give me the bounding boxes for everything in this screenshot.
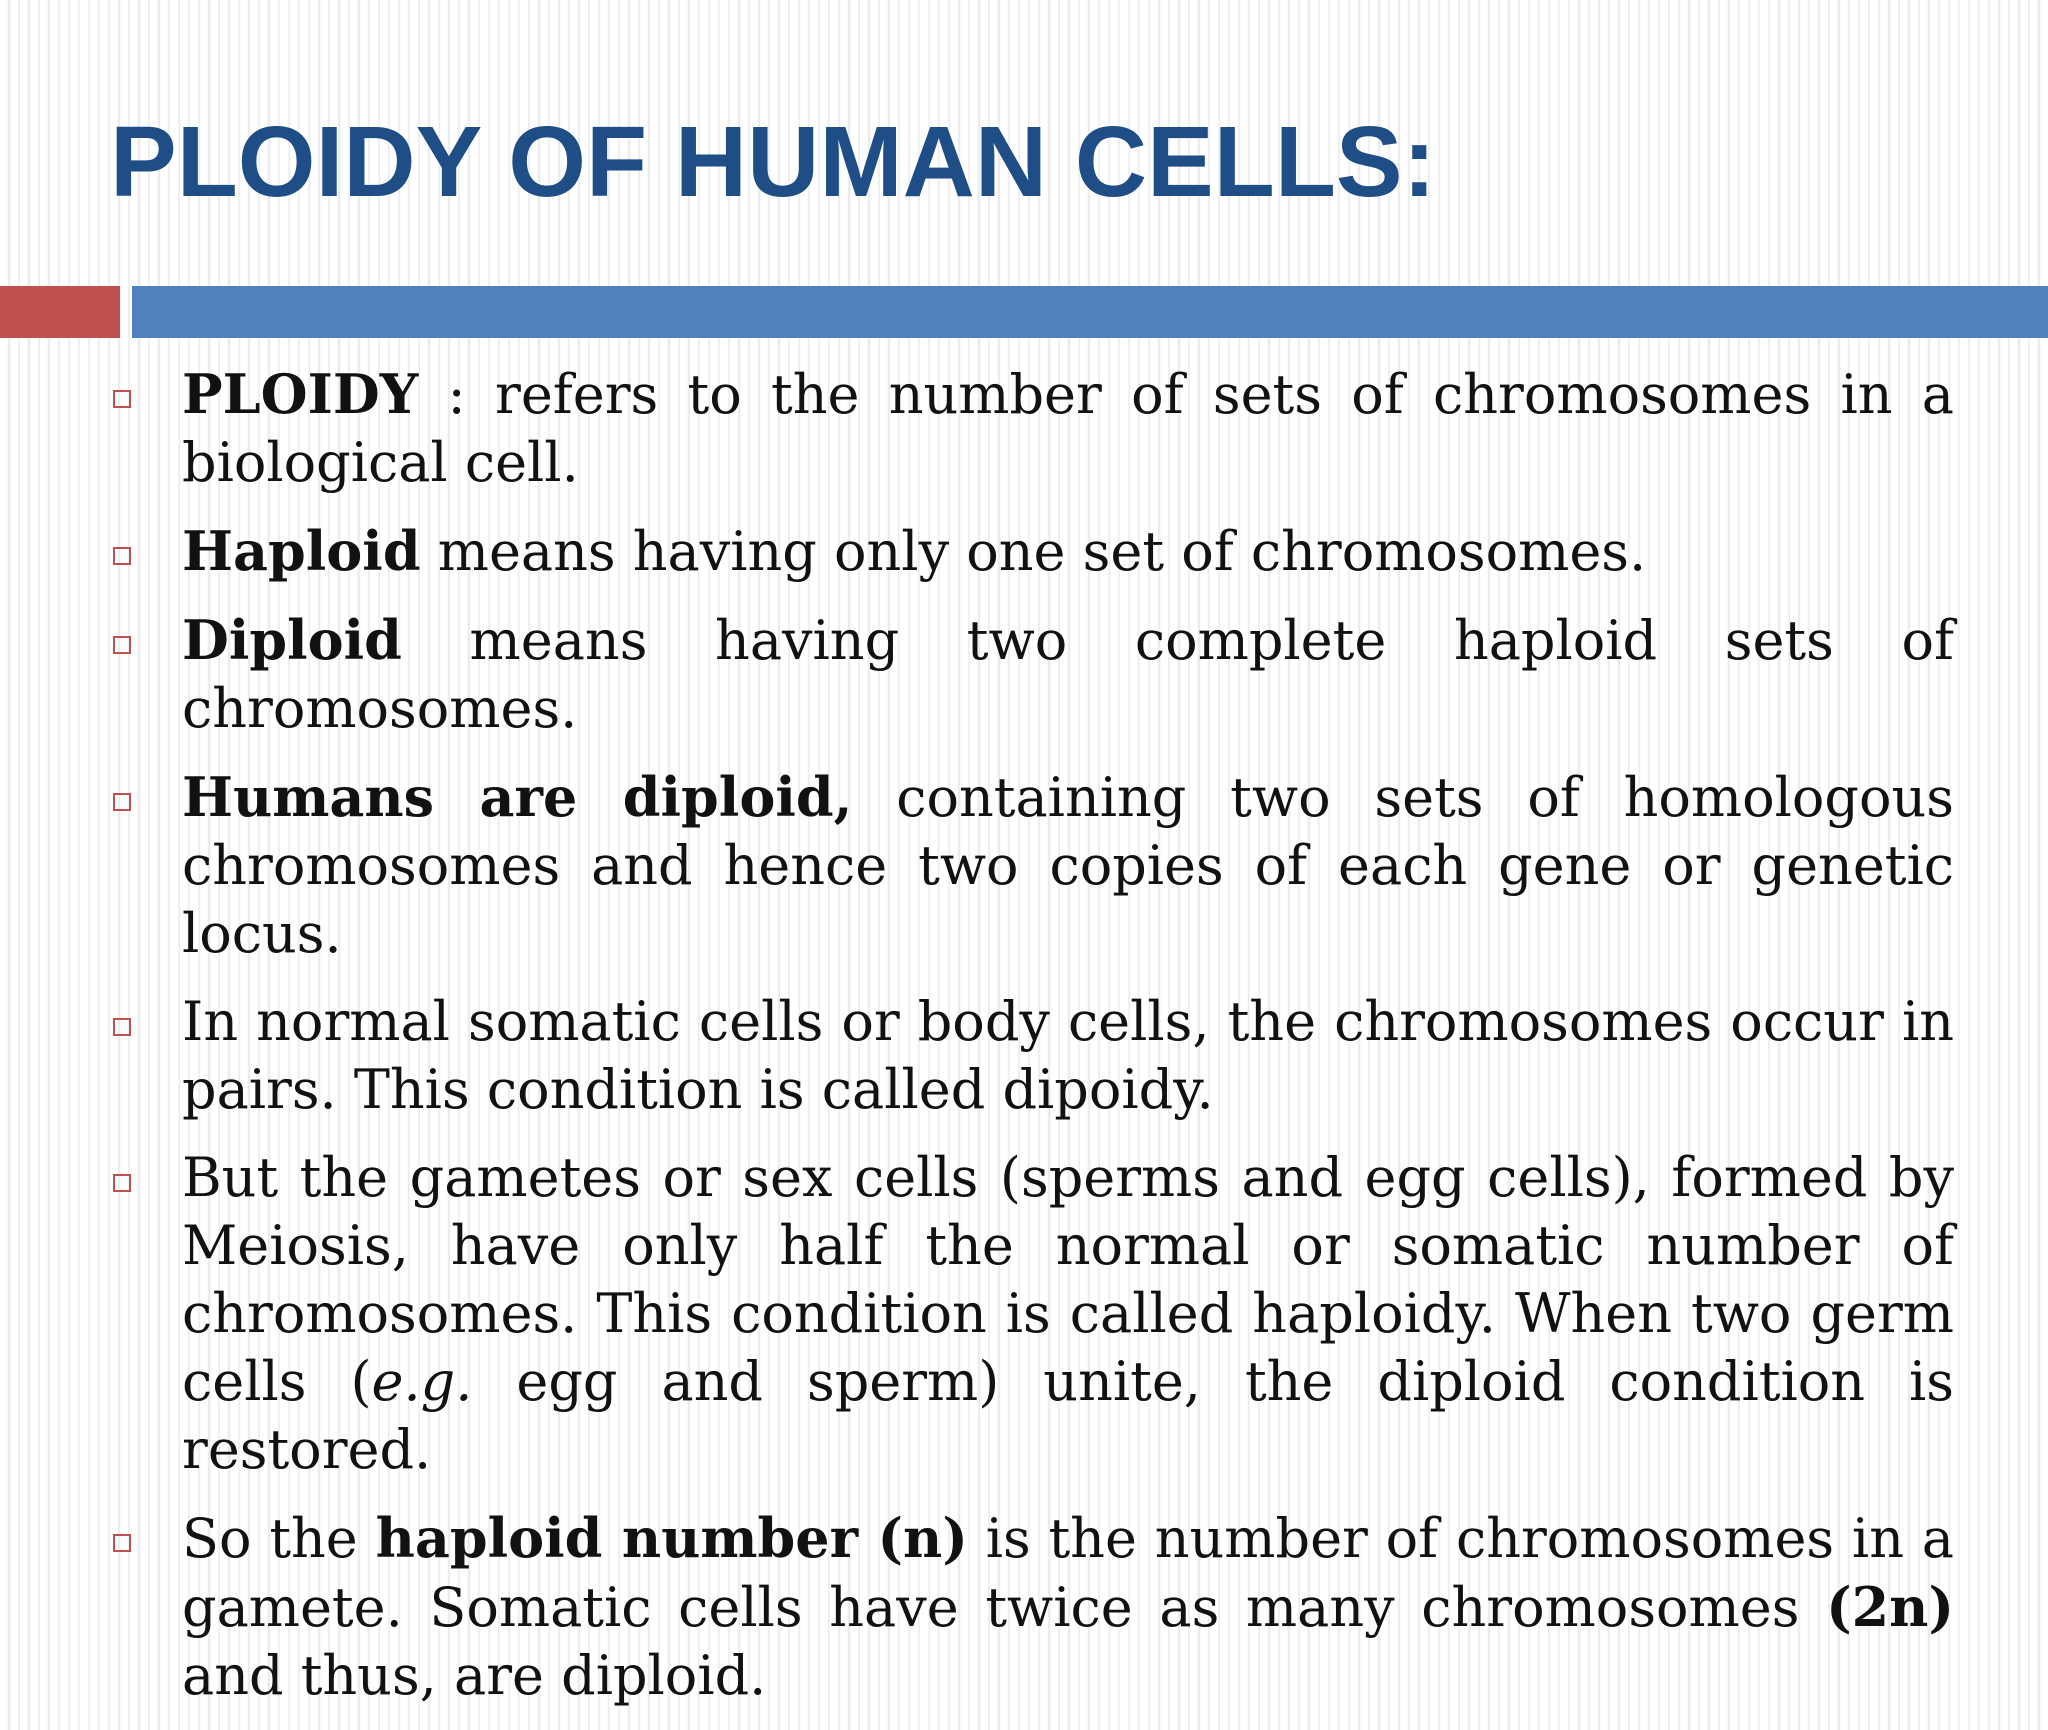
bullet-term: haploid number (n)	[375, 1506, 968, 1570]
bullet-text: In normal somatic cells or body cells, the chromosomes occur in pairs. This condition is called dipoidy.	[182, 990, 1954, 1121]
bullet-text: means having two complete haploid sets of chromosomes.	[182, 609, 1954, 740]
bullet-term: (2n)	[1826, 1575, 1954, 1639]
bullet-item-haploid	[110, 517, 1954, 586]
bullet-text: is the number of chromosomes in a gamete. Somatic cells have twice as many chromosomes	[182, 1507, 1954, 1639]
bullet-item-gametes	[110, 1144, 1954, 1484]
bullet-text: egg and sperm) unite, the diploid condition is restored.	[182, 1350, 1954, 1481]
bullet-text: So the	[182, 1507, 376, 1570]
hollow-square-icon	[113, 1534, 131, 1552]
title-accent-bar-blue	[132, 286, 2048, 338]
hollow-square-icon	[113, 793, 131, 811]
bullet-item-ploidy	[110, 360, 1954, 497]
hollow-square-icon	[113, 636, 131, 654]
bullet-term: Haploid	[182, 519, 421, 583]
hollow-square-icon	[113, 1174, 131, 1192]
bullet-term: Humans are diploid,	[182, 765, 853, 829]
bullet-item-diploid	[110, 606, 1954, 743]
bullet-italic-eg: e.g.	[371, 1350, 473, 1413]
bullet-term: PLOIDY	[182, 362, 419, 426]
hollow-square-icon	[113, 390, 131, 408]
slide-title: PLOIDY OF HUMAN CELLS:	[110, 106, 1436, 218]
bullet-term: Diploid	[182, 608, 402, 672]
bullet-item-haploid-number	[110, 1504, 1954, 1710]
bullet-text: containing two sets of homologous chromosomes and hence two copies of each gene or genetic locus.	[182, 766, 1954, 965]
hollow-square-icon	[113, 1018, 131, 1036]
bullet-list	[110, 360, 1954, 1730]
title-accent-bar-red	[0, 286, 120, 338]
bullet-item-humans-diploid	[110, 763, 1954, 968]
bullet-text: But the gametes or sex cells (sperms and egg cells), formed by Meiosis, have only half the normal or somatic number of chromosomes. This condition is called haploidy. When two germ cells (	[182, 1146, 1954, 1413]
bullet-text: and thus, are diploid.	[182, 1644, 767, 1707]
bullet-text: : refers to the number of sets of chromosomes in a biological cell.	[182, 363, 1954, 494]
bullet-item-somatic-cells	[110, 988, 1954, 1124]
hollow-square-icon	[113, 547, 131, 565]
bullet-text: means having only one set of chromosomes.	[420, 520, 1647, 583]
